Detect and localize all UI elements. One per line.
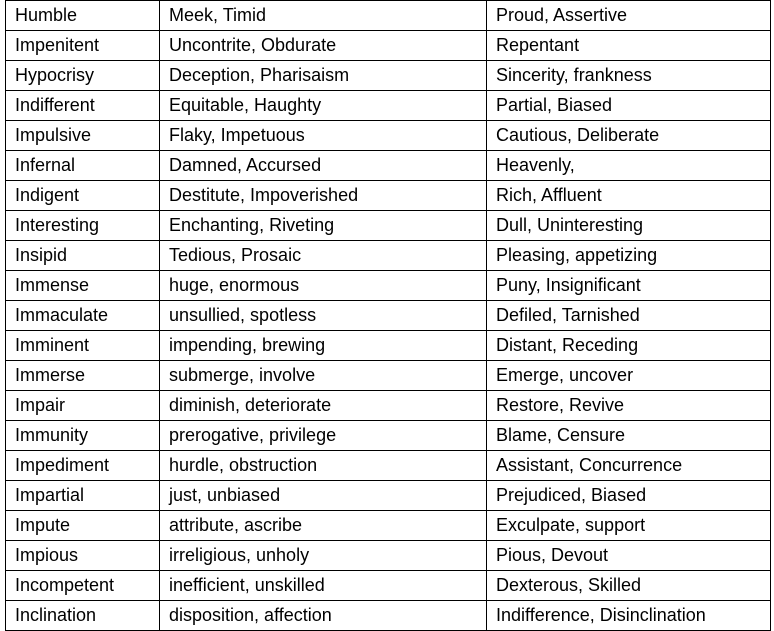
- antonyms-cell: Defiled, Tarnished: [487, 301, 771, 331]
- synonyms-cell: unsullied, spotless: [160, 301, 487, 331]
- antonyms-cell: Pleasing, appetizing: [487, 241, 771, 271]
- word-cell: Incompetent: [6, 571, 160, 601]
- table-row: [6, 151, 771, 181]
- antonyms-cell: Rich, Affluent: [487, 181, 771, 211]
- antonyms-cell: Dexterous, Skilled: [487, 571, 771, 601]
- antonyms-cell: Heavenly,: [487, 151, 771, 181]
- antonyms-cell: Dull, Uninteresting: [487, 211, 771, 241]
- word-cell: Imminent: [6, 331, 160, 361]
- word-cell: Impartial: [6, 481, 160, 511]
- word-cell: Impious: [6, 541, 160, 571]
- antonyms-cell: Repentant: [487, 31, 771, 61]
- antonyms-cell: Distant, Receding: [487, 331, 771, 361]
- antonyms-cell: Blame, Censure: [487, 421, 771, 451]
- synonyms-cell: Damned, Accursed: [160, 151, 487, 181]
- word-cell: Immerse: [6, 361, 160, 391]
- antonyms-cell: Prejudiced, Biased: [487, 481, 771, 511]
- table-row: [6, 61, 771, 91]
- table-row: [6, 421, 771, 451]
- word-cell: Interesting: [6, 211, 160, 241]
- synonyms-cell: hurdle, obstruction: [160, 451, 487, 481]
- table-row: [6, 331, 771, 361]
- antonyms-cell: Puny, Insignificant: [487, 271, 771, 301]
- table-row: [6, 391, 771, 421]
- synonyms-cell: irreligious, unholy: [160, 541, 487, 571]
- synonyms-cell: diminish, deteriorate: [160, 391, 487, 421]
- table-row: [6, 121, 771, 151]
- antonyms-cell: Partial, Biased: [487, 91, 771, 121]
- word-cell: Inclination: [6, 601, 160, 631]
- word-cell: Indifferent: [6, 91, 160, 121]
- synonyms-cell: prerogative, privilege: [160, 421, 487, 451]
- vocabulary-table: [5, 0, 771, 631]
- table-row: [6, 511, 771, 541]
- synonyms-cell: Flaky, Impetuous: [160, 121, 487, 151]
- table-row: [6, 91, 771, 121]
- table-row: [6, 541, 771, 571]
- vocabulary-table-body: [6, 1, 771, 631]
- antonyms-cell: Exculpate, support: [487, 511, 771, 541]
- word-cell: Impair: [6, 391, 160, 421]
- synonyms-cell: Tedious, Prosaic: [160, 241, 487, 271]
- word-cell: Immense: [6, 271, 160, 301]
- synonyms-cell: Uncontrite, Obdurate: [160, 31, 487, 61]
- synonyms-cell: Meek, Timid: [160, 1, 487, 31]
- synonyms-cell: huge, enormous: [160, 271, 487, 301]
- table-row: [6, 361, 771, 391]
- synonyms-cell: impending, brewing: [160, 331, 487, 361]
- table-row: [6, 1, 771, 31]
- synonyms-cell: Enchanting, Riveting: [160, 211, 487, 241]
- word-cell: Impenitent: [6, 31, 160, 61]
- table-row: [6, 571, 771, 601]
- synonyms-cell: Equitable, Haughty: [160, 91, 487, 121]
- word-cell: Insipid: [6, 241, 160, 271]
- word-cell: Indigent: [6, 181, 160, 211]
- antonyms-cell: Sincerity, frankness: [487, 61, 771, 91]
- synonyms-cell: disposition, affection: [160, 601, 487, 631]
- word-cell: Immunity: [6, 421, 160, 451]
- antonyms-cell: Proud, Assertive: [487, 1, 771, 31]
- table-row: [6, 481, 771, 511]
- word-cell: Immaculate: [6, 301, 160, 331]
- antonyms-cell: Pious, Devout: [487, 541, 771, 571]
- synonyms-cell: just, unbiased: [160, 481, 487, 511]
- antonyms-cell: Restore, Revive: [487, 391, 771, 421]
- antonyms-cell: Cautious, Deliberate: [487, 121, 771, 151]
- word-cell: Impulsive: [6, 121, 160, 151]
- antonyms-cell: Emerge, uncover: [487, 361, 771, 391]
- synonyms-cell: Deception, Pharisaism: [160, 61, 487, 91]
- synonyms-cell: attribute, ascribe: [160, 511, 487, 541]
- antonyms-cell: Indifference, Disinclination: [487, 601, 771, 631]
- table-row: [6, 451, 771, 481]
- table-row: [6, 181, 771, 211]
- synonyms-cell: Destitute, Impoverished: [160, 181, 487, 211]
- table-row: [6, 601, 771, 631]
- table-row: [6, 211, 771, 241]
- synonyms-cell: inefficient, unskilled: [160, 571, 487, 601]
- table-row: [6, 31, 771, 61]
- table-row: [6, 301, 771, 331]
- word-cell: Hypocrisy: [6, 61, 160, 91]
- table-row: [6, 241, 771, 271]
- antonyms-cell: Assistant, Concurrence: [487, 451, 771, 481]
- word-cell: Humble: [6, 1, 160, 31]
- table-row: [6, 271, 771, 301]
- word-cell: Impediment: [6, 451, 160, 481]
- word-cell: Impute: [6, 511, 160, 541]
- synonyms-cell: submerge, involve: [160, 361, 487, 391]
- word-cell: Infernal: [6, 151, 160, 181]
